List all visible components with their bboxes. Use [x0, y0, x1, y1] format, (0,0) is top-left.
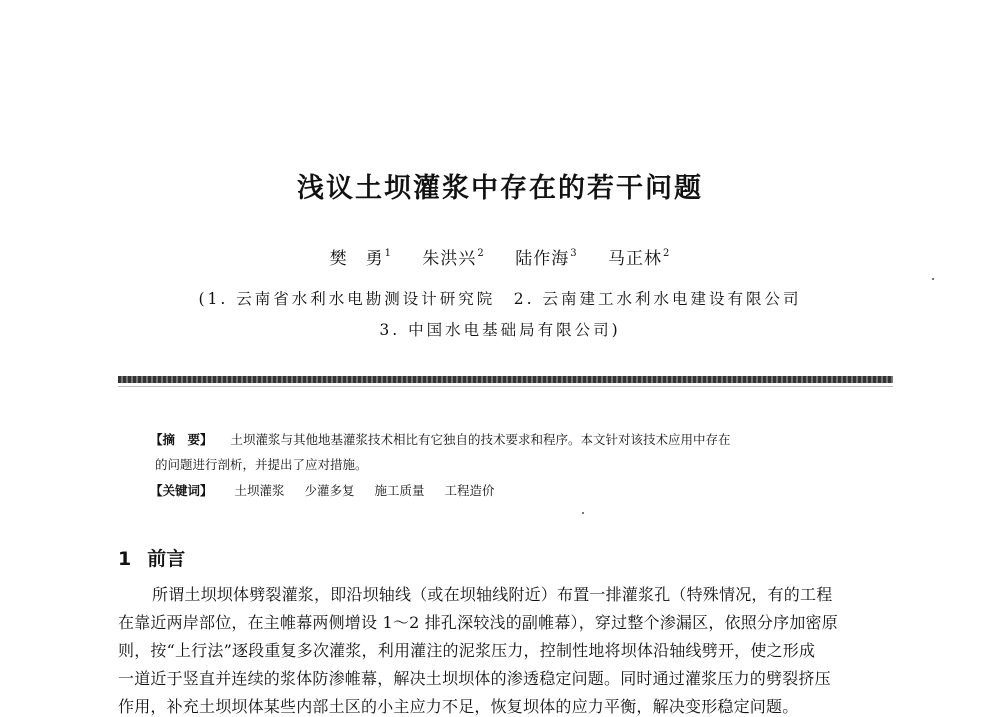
abstract-text: 土坝灌浆与其他地基灌浆技术相比有它独自的技术要求和程序。本文针对该技术应用中存在 — [230, 432, 731, 447]
keyword: 工程造价 — [444, 483, 495, 498]
keyword: 施工质量 — [374, 483, 425, 498]
body-text-line: 作用，补充土坝坝体某些内部土区的小主应力不足，恢复坝体的应力平衡，解决变形稳定问题。 — [118, 697, 799, 716]
keyword: 少灌多复 — [304, 483, 355, 498]
author — [608, 249, 670, 269]
author-name: 樊 勇 — [329, 249, 384, 269]
author-name: 陆作海 — [515, 249, 570, 269]
header-divider-thin — [118, 386, 893, 387]
header-divider — [118, 376, 893, 383]
author-affiliation-mark: 1 — [384, 248, 393, 259]
body-text-line: 所谓土坝坝体劈裂灌浆，即沿坝轴线（或在坝轴线附近）布置一排灌浆孔（特殊情况，有的工程 — [152, 585, 833, 604]
abstract-label: 【摘 要】 — [150, 432, 213, 447]
author — [422, 249, 484, 269]
affiliation-line: (1. 云南省水利水电勘测设计研究院 2. 云南建工水利水电建设有限公司 — [198, 290, 802, 308]
author-name: 马正林 — [607, 249, 662, 269]
paper-title: 浅议土坝灌浆中存在的若干问题 — [297, 173, 703, 204]
author-name: 朱洪兴 — [422, 249, 477, 269]
scan-speck — [582, 512, 584, 514]
keywords-label: 【关键词】 — [150, 483, 213, 498]
abstract-continuation: 的问题进行剖析，并提出了应对措施。 — [155, 457, 368, 472]
keyword: 土坝灌浆 — [234, 483, 285, 498]
author-list — [0, 244, 1000, 269]
author — [515, 249, 577, 269]
author — [330, 249, 392, 269]
section-title: 前言 — [147, 548, 186, 570]
author-affiliation-mark: 2 — [662, 248, 671, 259]
scan-speck — [932, 278, 934, 280]
keywords — [150, 481, 870, 499]
author-affiliation-mark: 2 — [477, 248, 485, 259]
section-number: 1 — [118, 548, 132, 570]
author-affiliation-mark: 3 — [570, 248, 578, 259]
affiliation-line: 3. 中国水电基础局有限公司) — [379, 321, 621, 339]
body-text-line: 则，按“上行法”逐段重复多次灌浆，利用灌注的泥浆压力，控制性地将坝体沿轴线劈开，使之形成 — [118, 641, 816, 660]
section-heading — [118, 544, 185, 571]
body-text-line: 一道近于竖直并连续的浆体防渗帷幕，解决土坝坝体的渗透稳定问题。同时通过灌浆压力的劈裂挤压 — [118, 669, 831, 688]
body-text-line: 在靠近两岸部位，在主帷幕两侧增设 1～2 排孔深较浅的副帷幕），穿过整个渗漏区，依照分序加密原 — [118, 613, 838, 632]
abstract — [150, 430, 870, 448]
